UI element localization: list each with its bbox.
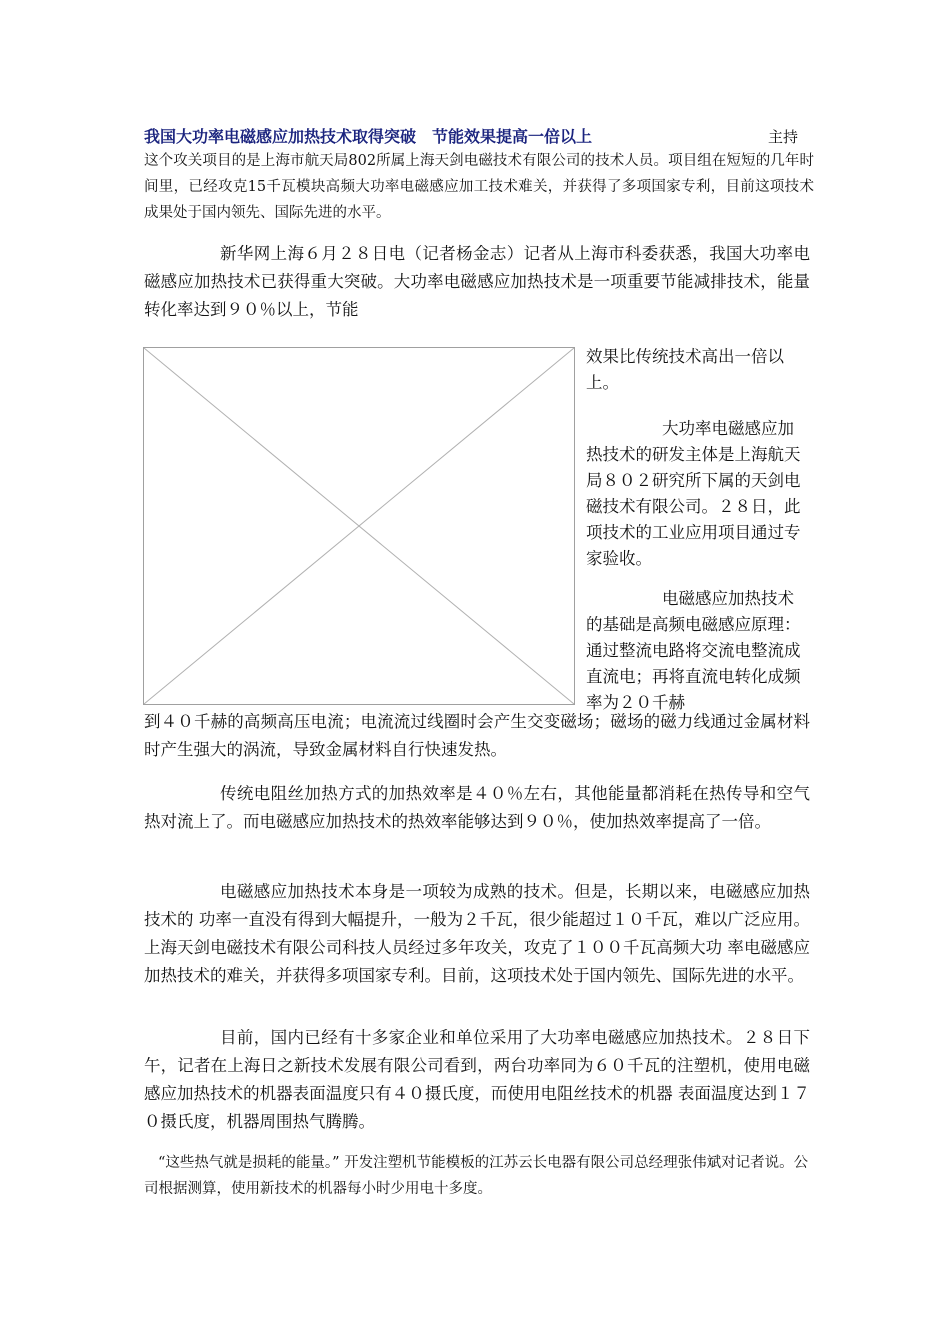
host-label: 主持 xyxy=(768,128,799,146)
paragraph-1: 新华网上海６月２８日电（记者杨金志）记者从上海市科委获悉，我国大功率电磁感应加热技术已获得重大突破。大功率电磁感应加热技术是一项重要节能减排技术，能量转化率达到９０％以上，节能 xyxy=(144,244,810,319)
placeholder-cross-icon xyxy=(144,348,574,704)
paragraph-5: 目前，国内已经有十多家企业和单位采用了大功率电磁感应加热技术。２８日下 午，记者在上海日之新技术发展有限公司看到，两台功率同为６０千瓦的注塑机，使用电磁感应加热技术的机器表面温度只有４０摄氏度，而使用电阻丝技术的机器 表面温度达到１７０摄氏度，机器周围热气腾腾。 xyxy=(144,1028,810,1131)
quote-paragraph: “这些热气就是损耗的能量。” 开发注塑机节能模板的江苏云长电器有限公司总经理张伟斌对记者说。公司根据测算，使用新技术的机器每小时少用电十多度。 xyxy=(144,1155,809,1197)
article-title: 我国大功率电磁感应加热技术取得突破 节能效果提高一倍以上 xyxy=(144,127,593,146)
paragraph-2-continuation: 到４０千赫的高频高压电流；电流流过线圈时会产生交变磁场；磁场的磁力线通过金属材料时产生强大的涡流，导致金属材料自行快速发热。 xyxy=(144,712,810,759)
paragraph-4: 电磁感应加热技术本身是一项较为成熟的技术。但是，长期以来，电磁感应加热技术的 功率一直没有得到大幅提升，一般为２千瓦，很少能超过１０千瓦，难以广泛应用。上海天剑电磁技术有限公司科技人员经过多年攻关，攻克了１００千瓦高频大功 率电磁感应加热技术的难关，并获得多项国家专利。目前，这项技术处于国内领先、国际先进的水平。 xyxy=(144,882,810,985)
side-text-3: 电磁感应加热技术的基础是高频电磁感应原理：通过整流电路将交流电整流成直流电；再将直流电转化成频率为２０千赫 xyxy=(586,589,801,712)
side-text-1: 效果比传统技术高出一倍以上。 xyxy=(586,347,784,392)
side-text-2: 大功率电磁感应加热技术的研发主体是上海航天局８０２研究所下属的天剑电磁技术有限公司。２８日，此项技术的工业应用项目通过专家验收。 xyxy=(586,419,801,568)
paragraph-3: 传统电阻丝加热方式的加热效率是４０％左右，其他能量都消耗在热传导和空气热对流上了。而电磁感应加热技术的热效率能够达到９０％，使加热效率提高了一倍。 xyxy=(144,784,810,831)
image-placeholder xyxy=(143,347,575,705)
intro-paragraph: 这个攻关项目的是上海市航天局802所属上海天剑电磁技术有限公司的技术人员。项目组在短短的几年时间里，已经攻克15千瓦模块高频大功率电磁感应加工技术难关，并获得了多项国家专利，目前这项技术成果处于国内领先、国际先进的水平。 xyxy=(144,153,814,221)
